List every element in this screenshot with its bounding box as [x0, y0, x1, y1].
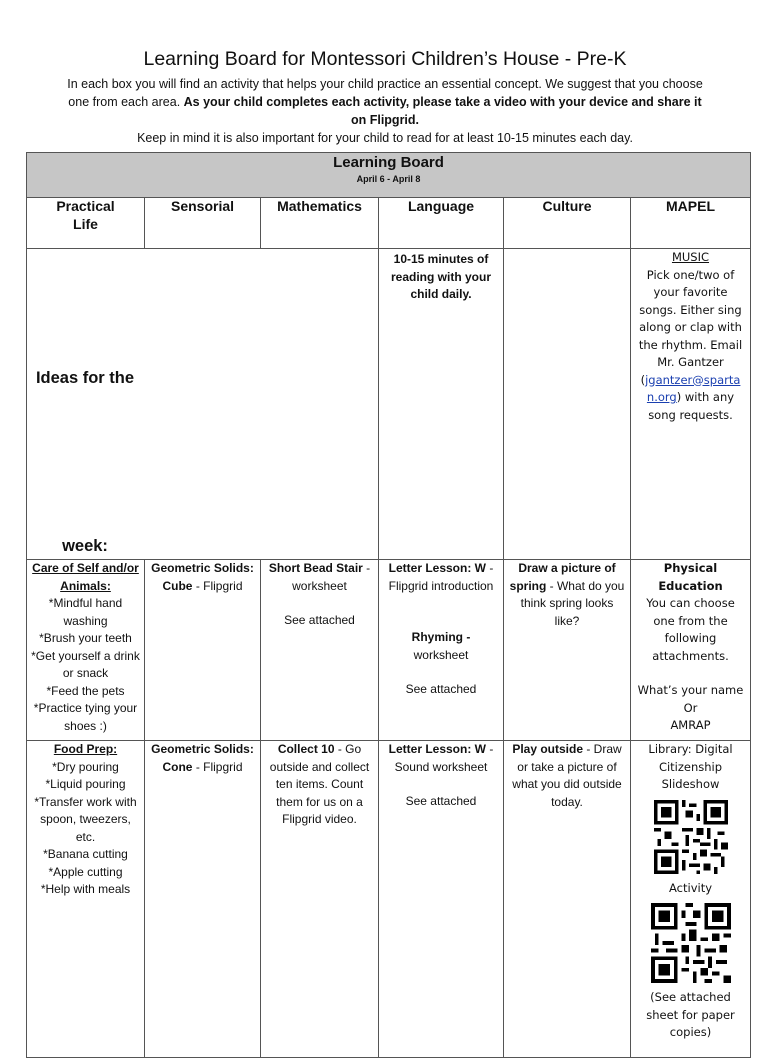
row1-mapel-text: You can choose one from the following attachments. [646, 596, 735, 663]
page-title: Learning Board for Montessori Children’s House - Pre-K [143, 48, 627, 70]
row1-mapel [631, 560, 751, 741]
column-header-mathematics: Mathematics [261, 198, 379, 249]
row1-language [379, 560, 504, 741]
row1-practical [27, 560, 145, 741]
list-item: *Apple cutting [48, 864, 123, 879]
intro-line2: Keep in mind it is also important for your child to read for at least 10-15 minutes each day. [137, 131, 633, 145]
column-header-sensorial: Sensorial [145, 198, 261, 249]
row2-language-see-attached: See attached [405, 794, 477, 808]
column-header-mapel: MAPEL [631, 198, 751, 249]
ideas-language: 10-15 minutes of reading with your child daily. [379, 249, 504, 560]
list-item: *Mindful hand washing [48, 596, 123, 628]
row2-math [261, 741, 379, 1058]
intro-line1-bold: As your child completes each activity, please take a video with your device and share it on Flipgrid. [183, 95, 702, 127]
list-item: *Feed the pets [46, 683, 125, 698]
row1-mapel-option1: What’s your name [637, 683, 744, 697]
slideshow-qr-code[interactable] [654, 800, 728, 874]
row1-math-see-attached: See attached [284, 613, 355, 627]
list-item: *Brush your teeth [39, 631, 132, 645]
ideas-label [30, 365, 140, 559]
row1-math [261, 560, 379, 741]
row1-sensorial [145, 560, 261, 741]
board-title: Learning Board [333, 154, 444, 171]
list-item: *Dry pouring [52, 759, 119, 774]
activity-qr-code[interactable] [651, 903, 731, 983]
intro-line1: In each box you will find an activity that helps your child practice an essential concept. We suggest that you choose one from each area. [67, 77, 703, 109]
ideas-culture [504, 249, 631, 560]
row2-culture [504, 741, 631, 1058]
row2-language-text: - Sound worksheet [394, 742, 494, 774]
row1-math-text: - worksheet [292, 561, 371, 593]
teacher-email-link[interactable]: jgantzer@sparta n.org [645, 372, 741, 404]
row1-math-title: Short Bead Stair [268, 561, 363, 575]
row1-mapel-option2: AMRAP [670, 718, 711, 732]
row1-mapel-title: Physical Education [658, 561, 723, 593]
row2-practical [27, 741, 145, 1058]
row1-language-see-attached: See attached [405, 682, 477, 696]
intro-text [60, 75, 710, 147]
row2-mapel [631, 741, 751, 1058]
row2-culture-title: Play outside [512, 742, 583, 756]
row1-culture-text: - What do you think spring looks like? [520, 578, 625, 628]
ideas-label-line1: Ideas for the [35, 369, 135, 387]
row1-rhyming-title: Rhyming - [411, 630, 471, 644]
row2-sensorial-text: - Flipgrid [192, 759, 243, 774]
row1-sensorial-text: - Flipgrid [192, 578, 243, 593]
row1-language-text: - Flipgrid introduction [388, 561, 494, 593]
list-item: *Banana cutting [43, 847, 128, 861]
board-header [27, 153, 751, 198]
list-item: *Get yourself a drink or snack [31, 648, 140, 680]
board-dates: April 6 - April 8 [356, 174, 421, 184]
list-item: *Transfer work with spoon, tweezers, etc. [34, 794, 137, 844]
row2-practical-title: Food Prep: [53, 742, 118, 756]
row1-rhyming-text: worksheet [413, 647, 469, 662]
row2-sensorial-title: Geometric Solids: Cone [151, 742, 254, 774]
row2-math-title: Collect 10 [277, 742, 335, 756]
row2-language [379, 741, 504, 1058]
ideas-label-line2: week: [62, 537, 108, 555]
row2-mapel-title: Library: Digital Citizenship Slideshow [648, 742, 733, 791]
ideas-mapel [631, 249, 751, 560]
row2-culture-text: - Draw or take a picture of what you did outside today. [512, 742, 622, 809]
column-header-culture: Culture [504, 198, 631, 249]
music-title: MUSIC [671, 250, 710, 264]
music-text: Pick one/two of your favorite songs. Either sing along or clap with the rhythm. Email Mr. Gantzer ( [638, 267, 743, 387]
row1-mapel-or: Or [683, 700, 698, 715]
music-tail: ) with any song requests. [648, 390, 735, 422]
row1-language-title: Letter Lesson: W [388, 561, 486, 575]
row2-mapel-note: (See attached sheet for paper copies) [646, 990, 735, 1039]
row2-language-title: Letter Lesson: W [388, 742, 486, 756]
column-header-practical-life: Practical Life [27, 198, 145, 249]
column-header-language: Language [379, 198, 504, 249]
list-item: *Practice tying your shoes :) [33, 701, 138, 733]
list-item: *Liquid pouring [45, 777, 126, 791]
row1-sensorial-title: Geometric Solids: Cube [151, 561, 254, 593]
row1-practical-title: Care of Self and/or Animals: [32, 561, 139, 593]
row2-mapel-activity: Activity [669, 880, 713, 895]
row2-sensorial [145, 741, 261, 1058]
row1-culture [504, 560, 631, 741]
row1-culture-title: Draw a picture of spring [509, 561, 616, 593]
learning-board-table [26, 152, 751, 1058]
row2-math-text: - Go outside and collect ten items. Count them for us on a Flipgrid video. [269, 742, 370, 826]
list-item: *Help with meals [40, 882, 131, 896]
ideas-label-cell [27, 249, 379, 560]
